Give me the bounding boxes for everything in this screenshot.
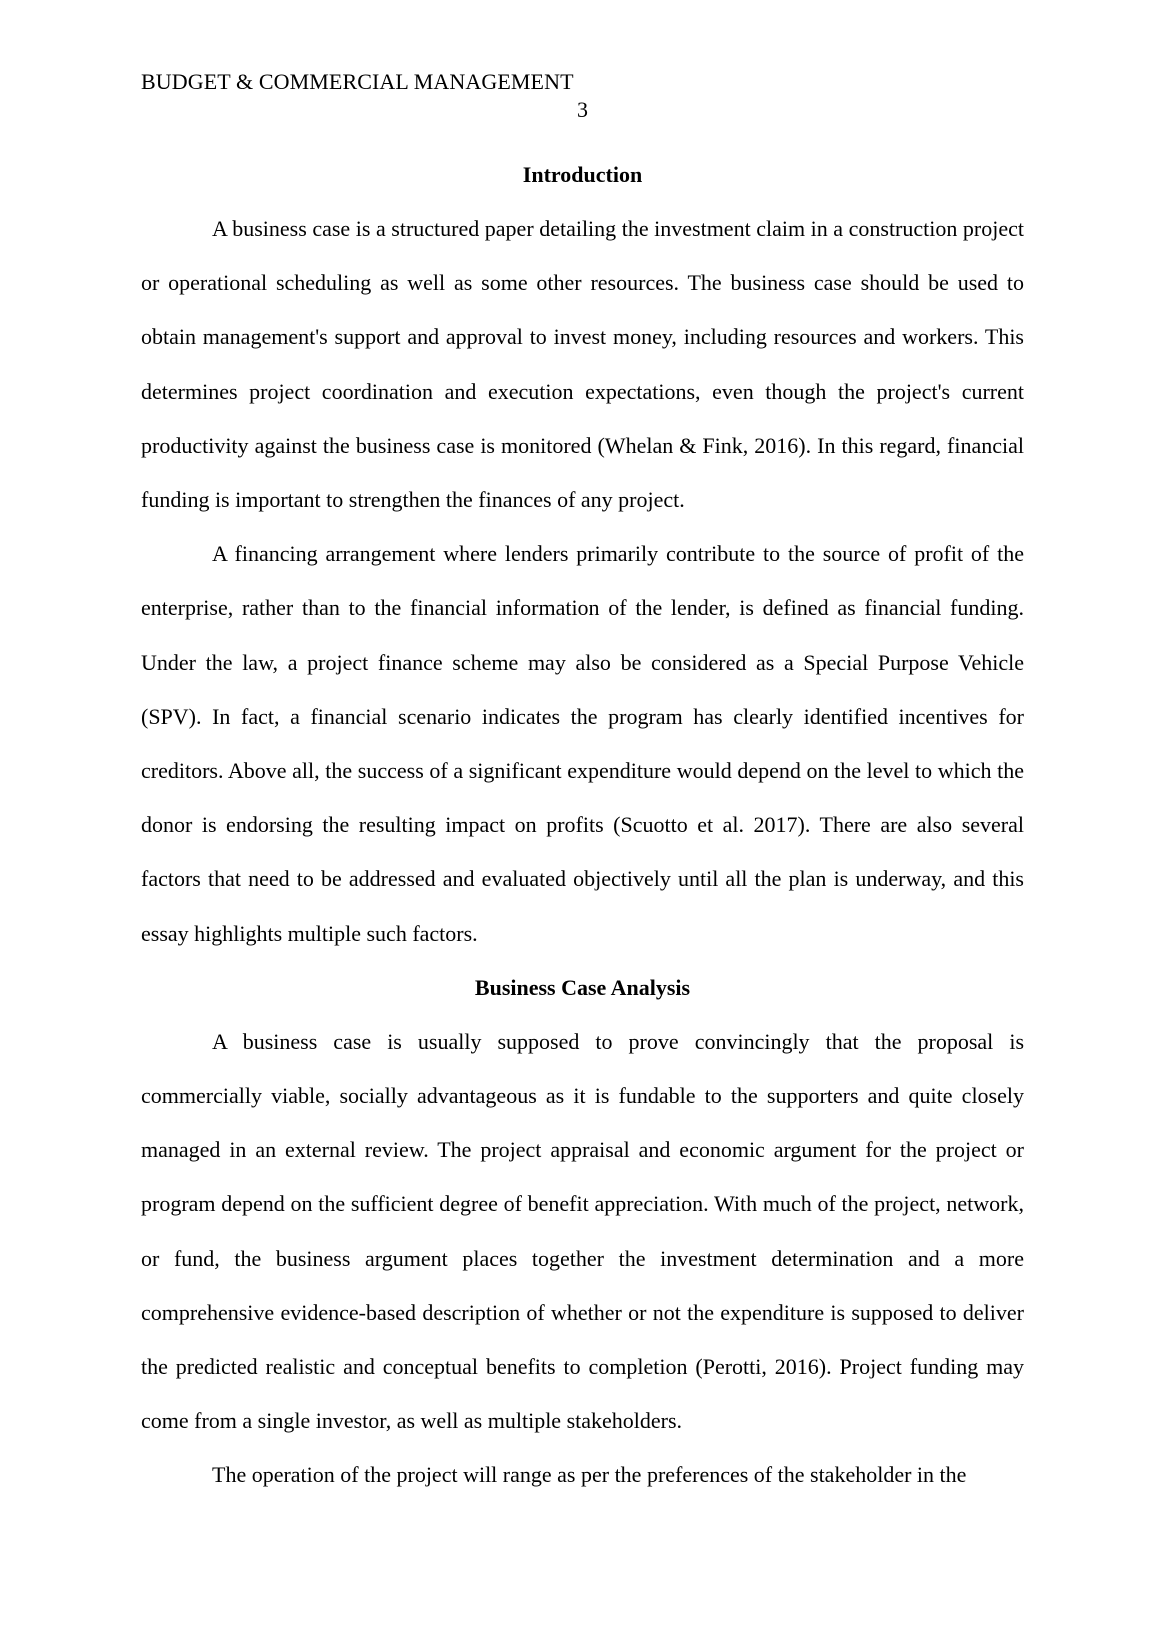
section-heading-introduction: Introduction: [522, 162, 643, 187]
paragraph: The operation of the project will range as per the preferences of the stakeholder in the: [212, 1462, 967, 1488]
running-head: BUDGET & COMMERCIAL MANAGEMENT: [141, 69, 574, 94]
document-body: [141, 148, 1024, 1503]
page-number: 3: [577, 97, 588, 122]
paragraph: A financing arrangement where lenders primarily contribute to the source of profit of the enterprise, rather than to the financial information of the lender, is defined as financial funding. Under the law, a project finance scheme may also be considered as a Special Purpose Vehicle (SPV). In fact, a financial scenario indicates the program has clearly identified incentives for creditors. Above all, the success of a significant expenditure would depend on the level to which the donor is endorsing the resulting impact on profits (Scuotto et al. 2017). There are also several factors that need to be addressed and evaluated objectively until all the plan is underway, and this essay highlights multiple such factors.: [141, 541, 1024, 946]
paragraph: A business case is a structured paper detailing the investment claim in a construction project or operational scheduling as well as some other resources. The business case should be used to obtain management's support and approval to invest money, including resources and workers. This determines project coordination and execution expectations, even though the project's current productivity against the business case is monitored (Whelan & Fink, 2016). In this regard, financial funding is important to strengthen the finances of any project.: [141, 216, 1024, 513]
section-heading-business-case-analysis: Business Case Analysis: [474, 974, 691, 1000]
paragraph: A business case is usually supposed to prove convincingly that the proposal is commercially viable, socially advantageous as it is fundable to the supporters and quite closely managed in an external review. The project appraisal and economic argument for the project or program depend on the sufficient degree of benefit appreciation. With much of the project, network, or fund, the business argument places together the investment determination and a more comprehensive evidence-based description of whether or not the expenditure is supposed to deliver the predicted realistic and conceptual benefits to completion (Perotti, 2016). Project funding may come from a single investor, as well as multiple stakeholders.: [141, 1028, 1024, 1434]
